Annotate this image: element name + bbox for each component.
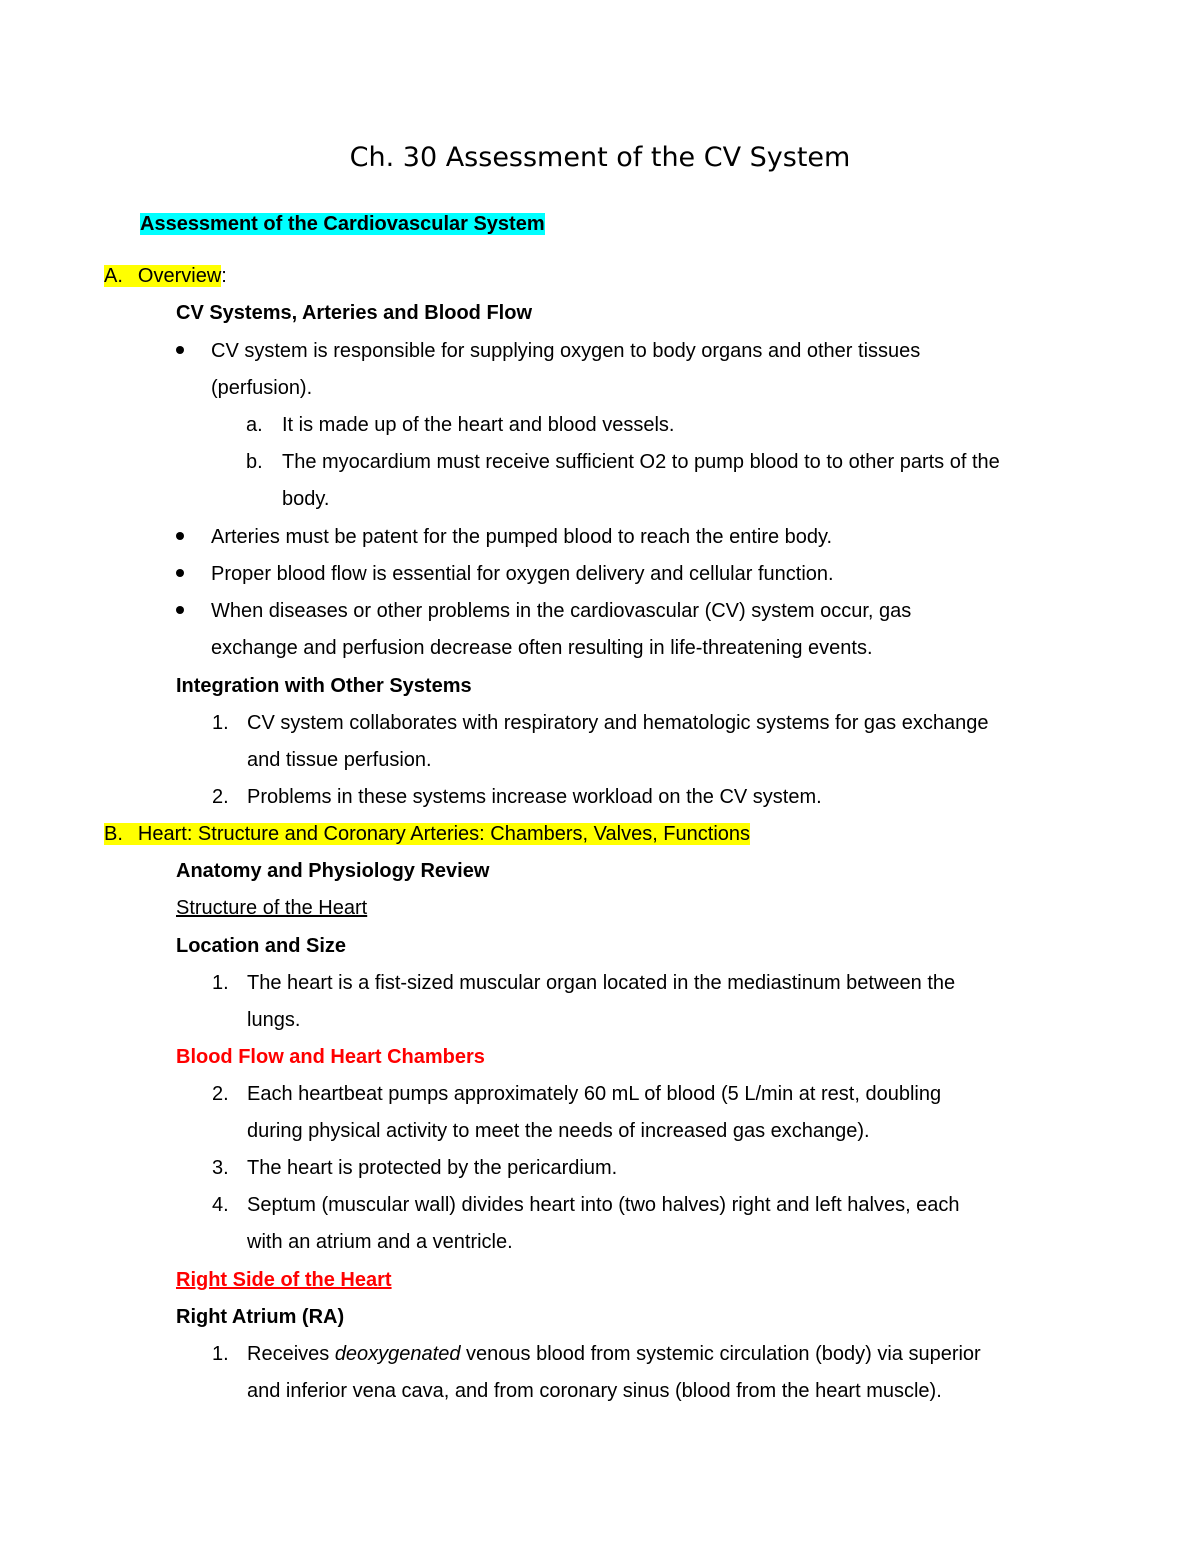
bullet-3: Proper blood flow is essential for oxygen delivery and cellular function. xyxy=(211,563,834,585)
sub-item-b-marker: b. xyxy=(246,451,263,473)
section-heading xyxy=(140,210,545,238)
flow-item-4-line-2: with an atrium and a ventricle. xyxy=(247,1231,513,1253)
sub-item-b-line-2: body. xyxy=(282,488,330,510)
right-atrium-item-1-pre: Receives xyxy=(247,1343,335,1365)
integration-item-2: Problems in these systems increase workload on the CV system. xyxy=(247,786,822,808)
list-number: 2. xyxy=(212,786,229,808)
subheading-cv-systems: CV Systems, Arteries and Blood Flow xyxy=(176,302,533,324)
flow-item-2-line-1: Each heartbeat pumps approximately 60 mL of blood (5 L/min at rest, doubling xyxy=(247,1083,942,1105)
subheading-location-size: Location and Size xyxy=(176,935,347,957)
flow-item-2-line-2: during physical activity to meet the needs of increased gas exchange). xyxy=(247,1120,870,1142)
bullet-4-line-1: When diseases or other problems in the cardiovascular (CV) system occur, gas xyxy=(211,600,912,622)
bullet-icon xyxy=(174,569,186,581)
subheading-integration: Integration with Other Systems xyxy=(176,675,472,697)
subheading-anatomy-review: Anatomy and Physiology Review xyxy=(176,860,490,882)
location-item-1-line-2: lungs. xyxy=(247,1009,301,1031)
flow-item-4-line-1: Septum (muscular wall) divides heart into (two halves) right and left halves, each xyxy=(247,1194,960,1216)
list-number: 3. xyxy=(212,1157,229,1179)
bullet-icon xyxy=(174,606,186,618)
subheading-right-side: Right Side of the Heart xyxy=(176,1269,392,1291)
section-b-heading xyxy=(104,820,750,848)
page-title: Ch. 30 Assessment of the CV System xyxy=(349,142,851,173)
bullet-1-line-1: CV system is responsible for supplying oxygen to body organs and other tissues xyxy=(211,340,921,362)
right-atrium-item-1-line-1 xyxy=(247,1340,981,1368)
subheading-right-atrium: Right Atrium (RA) xyxy=(176,1306,345,1328)
section-a-colon: : xyxy=(221,265,227,287)
right-atrium-item-1-line-2: and inferior vena cava, and from coronary sinus (blood from the heart muscle). xyxy=(247,1380,942,1402)
bullet-2: Arteries must be patent for the pumped blood to reach the entire body. xyxy=(211,526,833,548)
sub-item-b-line-1: The myocardium must receive sufficient O2 to pump blood to to other parts of the xyxy=(282,451,1000,473)
section-b-marker: B. xyxy=(104,823,123,845)
sub-item-a-text: It is made up of the heart and blood vessels. xyxy=(282,414,675,436)
list-number: 1. xyxy=(212,1343,229,1365)
location-item-1-line-1: The heart is a fist-sized muscular organ located in the mediastinum between the xyxy=(247,972,956,994)
bullet-4-line-2: exchange and perfusion decrease often resulting in life-threatening events. xyxy=(211,637,873,659)
subheading-blood-flow: Blood Flow and Heart Chambers xyxy=(176,1046,485,1068)
structure-of-heart-link: Structure of the Heart xyxy=(176,897,368,919)
flow-item-3: The heart is protected by the pericardium. xyxy=(247,1157,618,1179)
sub-item-a-marker: a. xyxy=(246,414,263,436)
right-atrium-item-1-post: venous blood from systemic circulation (body) via superior xyxy=(460,1343,981,1365)
right-atrium-item-1-emphasis: deoxygenated xyxy=(334,1343,461,1365)
section-a-marker: A. xyxy=(104,265,123,287)
list-number: 1. xyxy=(212,712,229,734)
integration-item-1-line-1: CV system collaborates with respiratory and hematologic systems for gas exchange xyxy=(247,712,989,734)
section-b-label: Heart: Structure and Coronary Arteries: Chambers, Valves, Functions xyxy=(123,823,750,845)
section-a-label: Overview xyxy=(123,265,221,287)
bullet-1-line-2: (perfusion). xyxy=(211,377,313,399)
list-number: 2. xyxy=(212,1083,229,1105)
list-number: 1. xyxy=(212,972,229,994)
list-number: 4. xyxy=(212,1194,229,1216)
bullet-icon xyxy=(174,346,186,358)
section-a-heading xyxy=(104,262,227,290)
section-heading-text: Assessment of the Cardiovascular System xyxy=(140,213,545,235)
bullet-icon xyxy=(174,532,186,544)
integration-item-1-line-2: and tissue perfusion. xyxy=(247,749,432,771)
